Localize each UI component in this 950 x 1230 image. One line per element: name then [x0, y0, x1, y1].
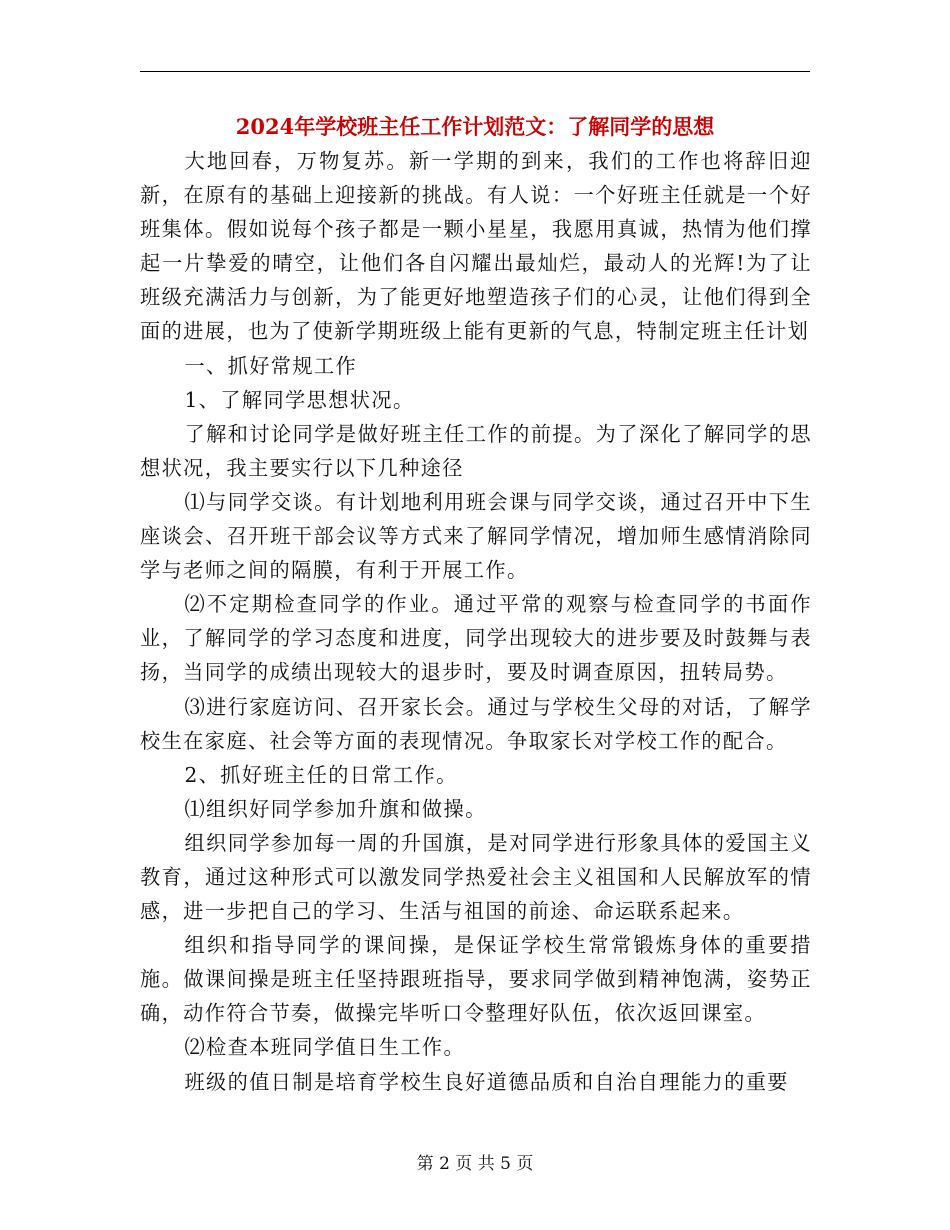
- paragraph: ⑶进行家庭访问、召开家长会。通过与学校生父母的对话，了解学校生在家庭、社会等方面的表现情况。争取家长对学校工作的配合。: [140, 694, 812, 753]
- document-body: [140, 144, 812, 1099]
- subheading: ⑴组织好同学参加升旗和做操。: [184, 796, 487, 821]
- paragraph: ⑴与同学交谈。有计划地利用班会课与同学交谈，通过召开中下生座谈会、召开班干部会议等方式来了解同学情况，增加师生感情消除同学与老师之间的隔膜，有利于开展工作。: [140, 489, 812, 583]
- paragraph: 组织和指导同学的课间操，是保证学校生常常锻炼身体的重要措施。做课间操是班主任坚持跟班指导，要求同学做到精神饱满，姿势正确，动作符合节奏，做操完毕听口令整理好队伍，依次返回课室。: [140, 933, 812, 1026]
- heading-item-2: 2、抓好班主任的日常工作。: [184, 762, 458, 787]
- paragraph: ⑵不定期检查同学的作业。通过平常的观察与检查同学的书面作业，了解同学的学习态度和进度，同学出现较大的进步要及时鼓舞与表扬，当同学的成绩出现较大的退步时，要及时调查原因，扭转局势。: [140, 592, 812, 685]
- document-title: 2024年学校班主任工作计划范文：了解同学的思想: [235, 114, 715, 139]
- paragraph: 班级的值日制是培育学校生良好道德品质和自治自理能力的重要: [184, 1069, 789, 1094]
- paragraph: 了解和讨论同学是做好班主任工作的前提。为了深化了解同学的思想状况，我主要实行以下几种途径: [140, 421, 812, 480]
- paragraph-intro: 大地回春，万物复苏。新一学期的到来，我们的工作也将辞旧迎新，在原有的基础上迎接新的挑战。有人说：一个好班主任就是一个好班集体。假如说每个孩子都是一颗小星星，我愿用真诚，热情为他们撑起一片挚爱的晴空，让他们各自闪耀出最灿烂，最动人的光辉!为了让班级充满活力与创新，为了能更好地塑造孩子们的心灵，让他们得到全面的进展，也为了使新学期班级上能有更新的气息，特制定班主任计划: [140, 149, 812, 344]
- header-rule: [140, 71, 810, 72]
- page-number: 第 2 页 共 5 页: [416, 1154, 534, 1174]
- paragraph: 组织同学参加每一周的升国旗，是对同学进行形象具体的爱国主义教育，通过这种形式可以激发同学热爱社会主义祖国和人民解放军的情感，进一步把自己的学习、生活与祖国的前途、命运联系起来。: [140, 830, 812, 924]
- subheading: ⑵检查本班同学值日生工作。: [184, 1035, 466, 1060]
- heading-item-1: 1、了解同学思想状况。: [184, 387, 415, 412]
- heading-section-1: 一、抓好常规工作: [184, 353, 358, 378]
